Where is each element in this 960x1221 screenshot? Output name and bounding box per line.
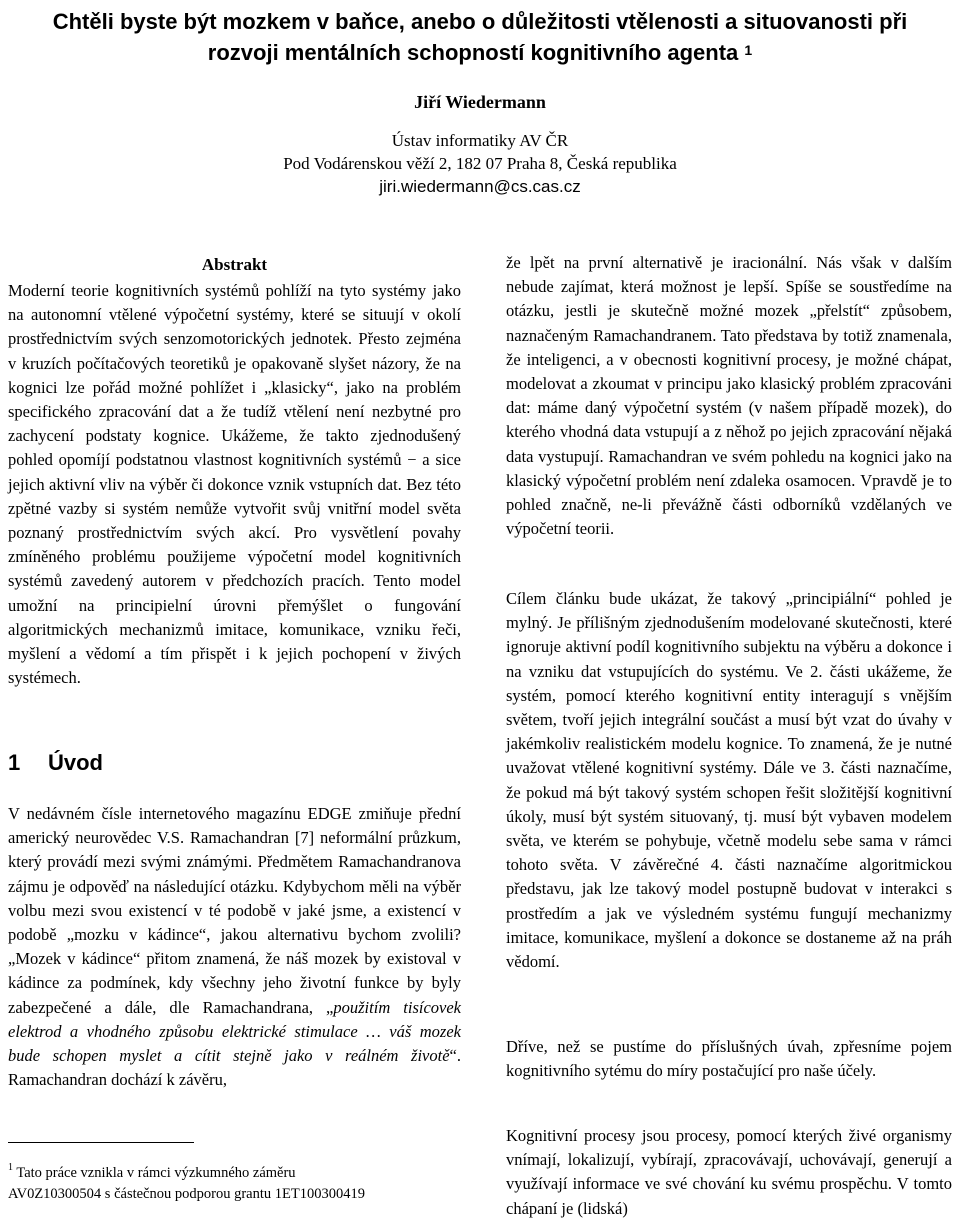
title-footnote-mark: 1 bbox=[744, 42, 753, 58]
intro-paragraph bbox=[8, 802, 461, 1092]
footnote bbox=[8, 1158, 388, 1205]
section-title: Úvod bbox=[48, 750, 103, 775]
footnote-text: Tato práce vznikla v rámci výzkumného záměru AV0Z10300504 s částečnou podporou grantu 1ET100300419 bbox=[8, 1164, 365, 1202]
paper-title-line-2 bbox=[0, 37, 960, 68]
paper-title-line-1: Chtěli byste být mozkem v baňce, anebo o důležitosti vtělenosti a situovanosti při bbox=[52, 9, 908, 34]
right-paragraph-4: Kognitivní procesy jsou procesy, pomocí kterých živé organismy vnímají, lokalizují, vybírají, zpracovávají, uchovávají, generují a využívají informace ve své chování ku svému prospěchu. V tomto chápaní je (lidská) bbox=[506, 1126, 952, 1218]
right-paragraph-1: že lpět na první alternativě je iracionální. Nás však v dalším nebude zajímat, která možnost je lepší. Spíše se soustředíme na otázku, jestli je skutečně možné mozek „přelstít“ způsobem, naznačeným Ramachandranem. Tato představa by totiž znamenala, že inteligenci, a v obecnosti kognitivní procesy, je možné chápat, modelovat a zkoumat v principu jako klasický problém zpracováni dat: máme daný výpočetní systém (v našem případě mozek), do kterého vhodná data vstupují a z něhož po jejich zpracování nějaká data vystupují. Ramachandran ve svém pohledu na kognici jako na klasický výpočetní problém není zdaleka osamocen. Vpravdě je to pohled značně, ne-li převážně části odborníků vzdělaných ve výpočetní teorii. bbox=[506, 253, 952, 539]
paper-title bbox=[0, 6, 960, 68]
section-number: 1 bbox=[8, 750, 21, 775]
intro-text-end: “. Ramachandran dochází k závěru, bbox=[8, 1046, 461, 1090]
intro-quote-italic: použitím tisícovek elektrod a vhodného způsobu elektrické stimulace … váš mozek bude schopen myslet a cítit stejně jako v reálném životě bbox=[8, 997, 461, 1066]
affiliation-institute: Ústav informatiky AV ČR bbox=[391, 131, 569, 150]
abstract-heading: Abstrakt bbox=[201, 255, 268, 274]
affiliation-address: Pod Vodárenskou věží 2, 182 07 Praha 8, Česká republika bbox=[283, 154, 677, 173]
footnote-rule bbox=[8, 1142, 194, 1143]
intro-text: V nedávném čísle internetového magazínu EDGE zmiňuje přední americký neurovědec V.S. Ramachandran [7] neformální průzkum, který provádí mezi svými známými. Předmětem Ramachandranova zájmu je odpověď na následující otázku. Kdybychom měli na výběr volbu mezi svou existencí v té podobě v jaké jsme, a existencí v podobě „mozku v kádince“, jakou alternativu bychom zvolili? „Mozek v kádince“ přitom znamená, že náš mozek by existoval v kádince za podmínek, kdy všechny jeho životní funkce by byly zabezpečené a dále, dle Ramachandrana, „ bbox=[8, 804, 461, 1017]
right-paragraph-3: Dříve, než se pustíme do příslušných úvah, zpřesníme pojem kognitivního sytému do míry postačující pro naše účely. bbox=[506, 1037, 952, 1081]
author-email: jiri.wiedermann@cs.cas.cz bbox=[379, 177, 581, 196]
section-heading bbox=[8, 750, 103, 776]
right-paragraph-2: Cílem článku bude ukázat, že takový „principiální“ pohled je mylný. Je přílišným zjednodušením modelované skutečnosti, které ignoruje aktivní podíl kognitivního subjektu na výběru a dokonce i na vzniku dat vstupujících do systému. Ve 2. části ukážeme, že systém, pomocí kterého kognitivní entity interagují s vnějším světem, tvoří jejich integrální součást a musí být vzat do úvahy v jakémkoliv realistickém modelu kognice. To znamená, že je nutné uvažovat vtělené kognitivní systémy. Dále ve 3. části naznačíme, že pokud má být takový systém schopen řešit složitější kognitivní úkoly, musí být systém situovaný, tj. musí být vybaven modelem světa, ve kterém se pohybuje, včetně modelu sebe sama v rámci tohoto světa. V závěrečné 4. části naznačíme algoritmickou představu, jak lze takový model postupně budovat v interakci s prostředím a jak ve výsledném systému fungují mechanizmy imitace, komunikace, myšlení a dokonce se dostaneme až na práh vědomí. bbox=[506, 589, 952, 972]
footnote-mark: 1 bbox=[8, 1162, 13, 1173]
paper-title-line-2-text: rozvoji mentálních schopností kognitivního agenta bbox=[207, 40, 739, 65]
author-name: Jiří Wiedermann bbox=[414, 92, 546, 112]
abstract-text: Moderní teorie kognitivních systémů pohlíží na tyto systémy jako na autonomní vtělené výpočetní systémy, které se situují v okolí prostřednictvím svých senzomotorických jednotek. Přesto zejména v kruzích počítačových teoretiků je opakovaně slyšet názory, že na kognici lze pořád možné pohlížet i „klasicky“, jako na problém specifického zpracování dat a že tudíž vtělení není nezbytné pro zachycení podstaty kognice. Ukážeme, že takto zjednodušený pohled opomíjí podstatnou vlastnost kognitivních systémů − a sice jejich aktivní vliv na výběr či dokonce vznik vstupních dat. Bez této zpětné vazby si systém nemůže vytvořit svůj vnitřní model světa poznaný prostřednictvím svých akcí. Pro vysvětlení povahy zmíněného problému použijeme výpočetní model kognitivních systémů zavedený autorem v předchozích pracích. Tento model umožní na principielní úrovni přemýšlet o fungování algoritmických mechanizmů imitace, komunikace, vzniku řeči, myšlení a vědomí a tím přispět i k jejich pochopení v živých systémech. bbox=[8, 281, 461, 688]
